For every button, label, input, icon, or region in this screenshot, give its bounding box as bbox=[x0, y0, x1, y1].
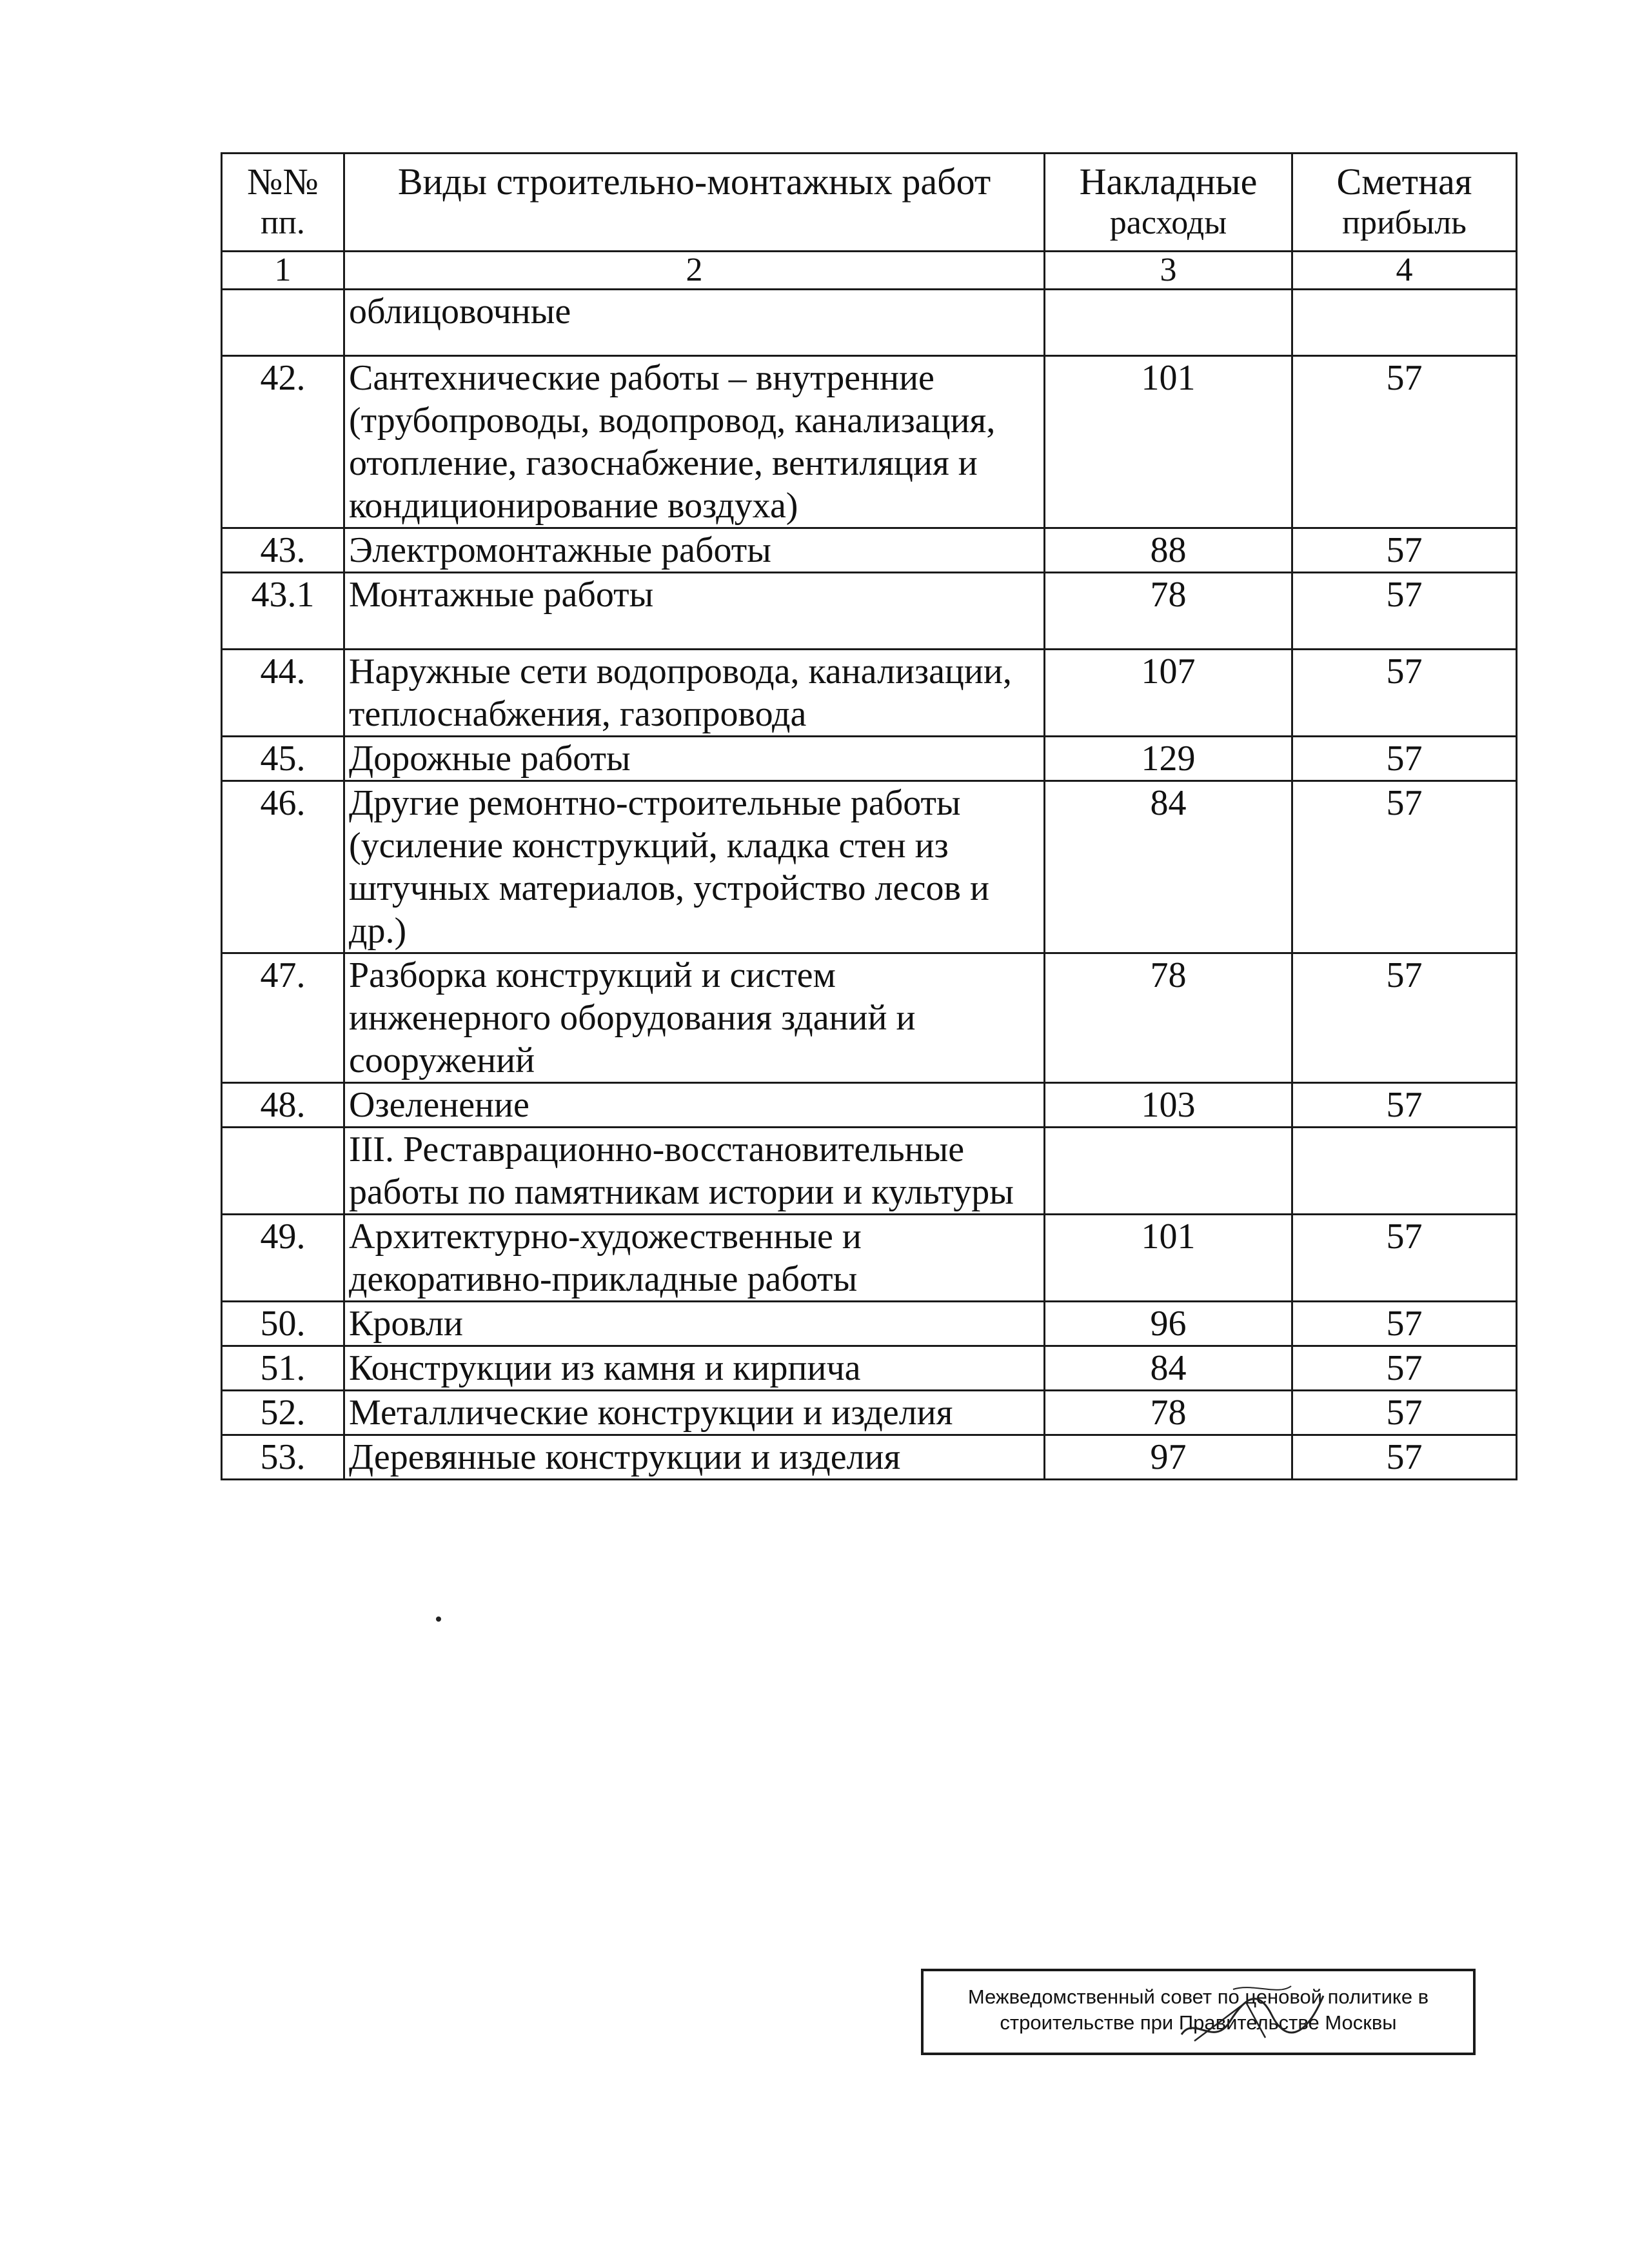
table-header-row bbox=[222, 154, 1517, 252]
table-row bbox=[222, 953, 1517, 1083]
stamp-line-1: Межведомственный совет по ценовой политике в bbox=[967, 1985, 1429, 2008]
column-index: 4 bbox=[1292, 252, 1517, 290]
header-number-line2: пп. bbox=[261, 204, 305, 241]
row-number: 53. bbox=[222, 1435, 344, 1480]
row-number: 46. bbox=[222, 781, 344, 953]
row-profit: 57 bbox=[1292, 650, 1517, 737]
row-work-type: Конструкции из камня и кирпича bbox=[344, 1346, 1045, 1391]
row-number: 43. bbox=[222, 528, 344, 573]
overhead-profit-table bbox=[221, 152, 1518, 1480]
row-profit: 57 bbox=[1292, 953, 1517, 1083]
stamp-line-2: строительстве при Правительстве Москвы bbox=[1000, 2011, 1397, 2034]
row-overhead: 78 bbox=[1045, 953, 1292, 1083]
row-profit: 57 bbox=[1292, 1346, 1517, 1391]
table-row bbox=[222, 1346, 1517, 1391]
row-work-type: Сантехнические работы – внутренние (трубопроводы, водопровод, канализация, отопление, газоснабжение, вентиляция и кондиционирование воздуха) bbox=[344, 356, 1045, 528]
row-number: 49. bbox=[222, 1215, 344, 1302]
row-overhead: 103 bbox=[1045, 1083, 1292, 1128]
row-work-type: Монтажные работы bbox=[344, 573, 1045, 650]
row-work-type: Озеленение bbox=[344, 1083, 1045, 1128]
row-number: 43.1 bbox=[222, 573, 344, 650]
column-index: 3 bbox=[1045, 252, 1292, 290]
row-profit: 57 bbox=[1292, 528, 1517, 573]
row-number: 42. bbox=[222, 356, 344, 528]
row-work-type: Разборка конструкций и систем инженерного оборудования зданий и сооружений bbox=[344, 953, 1045, 1083]
row-number: 51. bbox=[222, 1346, 344, 1391]
row-number bbox=[222, 290, 344, 356]
row-profit bbox=[1292, 1128, 1517, 1215]
table-row bbox=[222, 1083, 1517, 1128]
column-index-row bbox=[222, 252, 1517, 290]
column-index: 2 bbox=[344, 252, 1045, 290]
row-work-type: Дорожные работы bbox=[344, 737, 1045, 781]
row-profit: 57 bbox=[1292, 1435, 1517, 1480]
table-row bbox=[222, 573, 1517, 650]
row-number: 47. bbox=[222, 953, 344, 1083]
row-overhead bbox=[1045, 1128, 1292, 1215]
table-row bbox=[222, 737, 1517, 781]
row-overhead: 129 bbox=[1045, 737, 1292, 781]
row-number: 52. bbox=[222, 1391, 344, 1435]
row-profit: 57 bbox=[1292, 356, 1517, 528]
header-profit-line2: прибыль bbox=[1342, 204, 1467, 241]
row-number: 45. bbox=[222, 737, 344, 781]
row-number bbox=[222, 1128, 344, 1215]
header-number-line1: №№ bbox=[247, 161, 319, 203]
row-overhead: 78 bbox=[1045, 573, 1292, 650]
row-overhead: 97 bbox=[1045, 1435, 1292, 1480]
row-overhead: 84 bbox=[1045, 781, 1292, 953]
row-profit bbox=[1292, 290, 1517, 356]
row-work-type: облицовочные bbox=[344, 290, 1045, 356]
row-overhead: 78 bbox=[1045, 1391, 1292, 1435]
table-row bbox=[222, 1391, 1517, 1435]
header-work-type: Виды строительно-монтажных работ bbox=[344, 154, 1045, 252]
table-row bbox=[222, 290, 1517, 356]
table-row bbox=[222, 1302, 1517, 1346]
row-profit: 57 bbox=[1292, 1302, 1517, 1346]
approval-stamp bbox=[921, 1969, 1476, 2055]
table-row bbox=[222, 356, 1517, 528]
table-row bbox=[222, 1435, 1517, 1480]
row-number: 44. bbox=[222, 650, 344, 737]
row-work-type: Наружные сети водопровода, канализации, теплоснабжения, газопровода bbox=[344, 650, 1045, 737]
row-overhead: 84 bbox=[1045, 1346, 1292, 1391]
column-index: 1 bbox=[222, 252, 344, 290]
row-work-type: Электромонтажные работы bbox=[344, 528, 1045, 573]
stray-ink-mark bbox=[436, 1616, 441, 1622]
row-profit: 57 bbox=[1292, 1215, 1517, 1302]
row-work-type: Другие ремонтно-строительные работы (усиление конструкций, кладка стен из штучных материалов, устройство лесов и др.) bbox=[344, 781, 1045, 953]
row-overhead: 101 bbox=[1045, 356, 1292, 528]
row-overhead: 96 bbox=[1045, 1302, 1292, 1346]
row-overhead: 101 bbox=[1045, 1215, 1292, 1302]
row-number: 50. bbox=[222, 1302, 344, 1346]
row-work-type: Деревянные конструкции и изделия bbox=[344, 1435, 1045, 1480]
header-overhead-line1: Накладные bbox=[1079, 161, 1258, 203]
row-number: 48. bbox=[222, 1083, 344, 1128]
section-heading: III. Реставрационно-восстановительные работы по памятникам истории и культуры bbox=[344, 1128, 1045, 1215]
row-profit: 57 bbox=[1292, 573, 1517, 650]
section-heading-row bbox=[222, 1128, 1517, 1215]
table-row bbox=[222, 650, 1517, 737]
row-overhead: 107 bbox=[1045, 650, 1292, 737]
header-overhead-line2: расходы bbox=[1109, 204, 1227, 241]
table-row bbox=[222, 1215, 1517, 1302]
row-work-type: Архитектурно-художественные и декоративно-прикладные работы bbox=[344, 1215, 1045, 1302]
row-profit: 57 bbox=[1292, 781, 1517, 953]
row-work-type: Металлические конструкции и изделия bbox=[344, 1391, 1045, 1435]
header-number bbox=[222, 154, 344, 252]
row-overhead bbox=[1045, 290, 1292, 356]
table-row bbox=[222, 781, 1517, 953]
header-overhead bbox=[1045, 154, 1292, 252]
row-profit: 57 bbox=[1292, 1083, 1517, 1128]
header-profit-line1: Сметная bbox=[1336, 161, 1472, 203]
row-profit: 57 bbox=[1292, 1391, 1517, 1435]
header-profit bbox=[1292, 154, 1517, 252]
handwritten-signature bbox=[1169, 1976, 1336, 2054]
row-work-type: Кровли bbox=[344, 1302, 1045, 1346]
row-profit: 57 bbox=[1292, 737, 1517, 781]
table-row bbox=[222, 528, 1517, 573]
row-overhead: 88 bbox=[1045, 528, 1292, 573]
